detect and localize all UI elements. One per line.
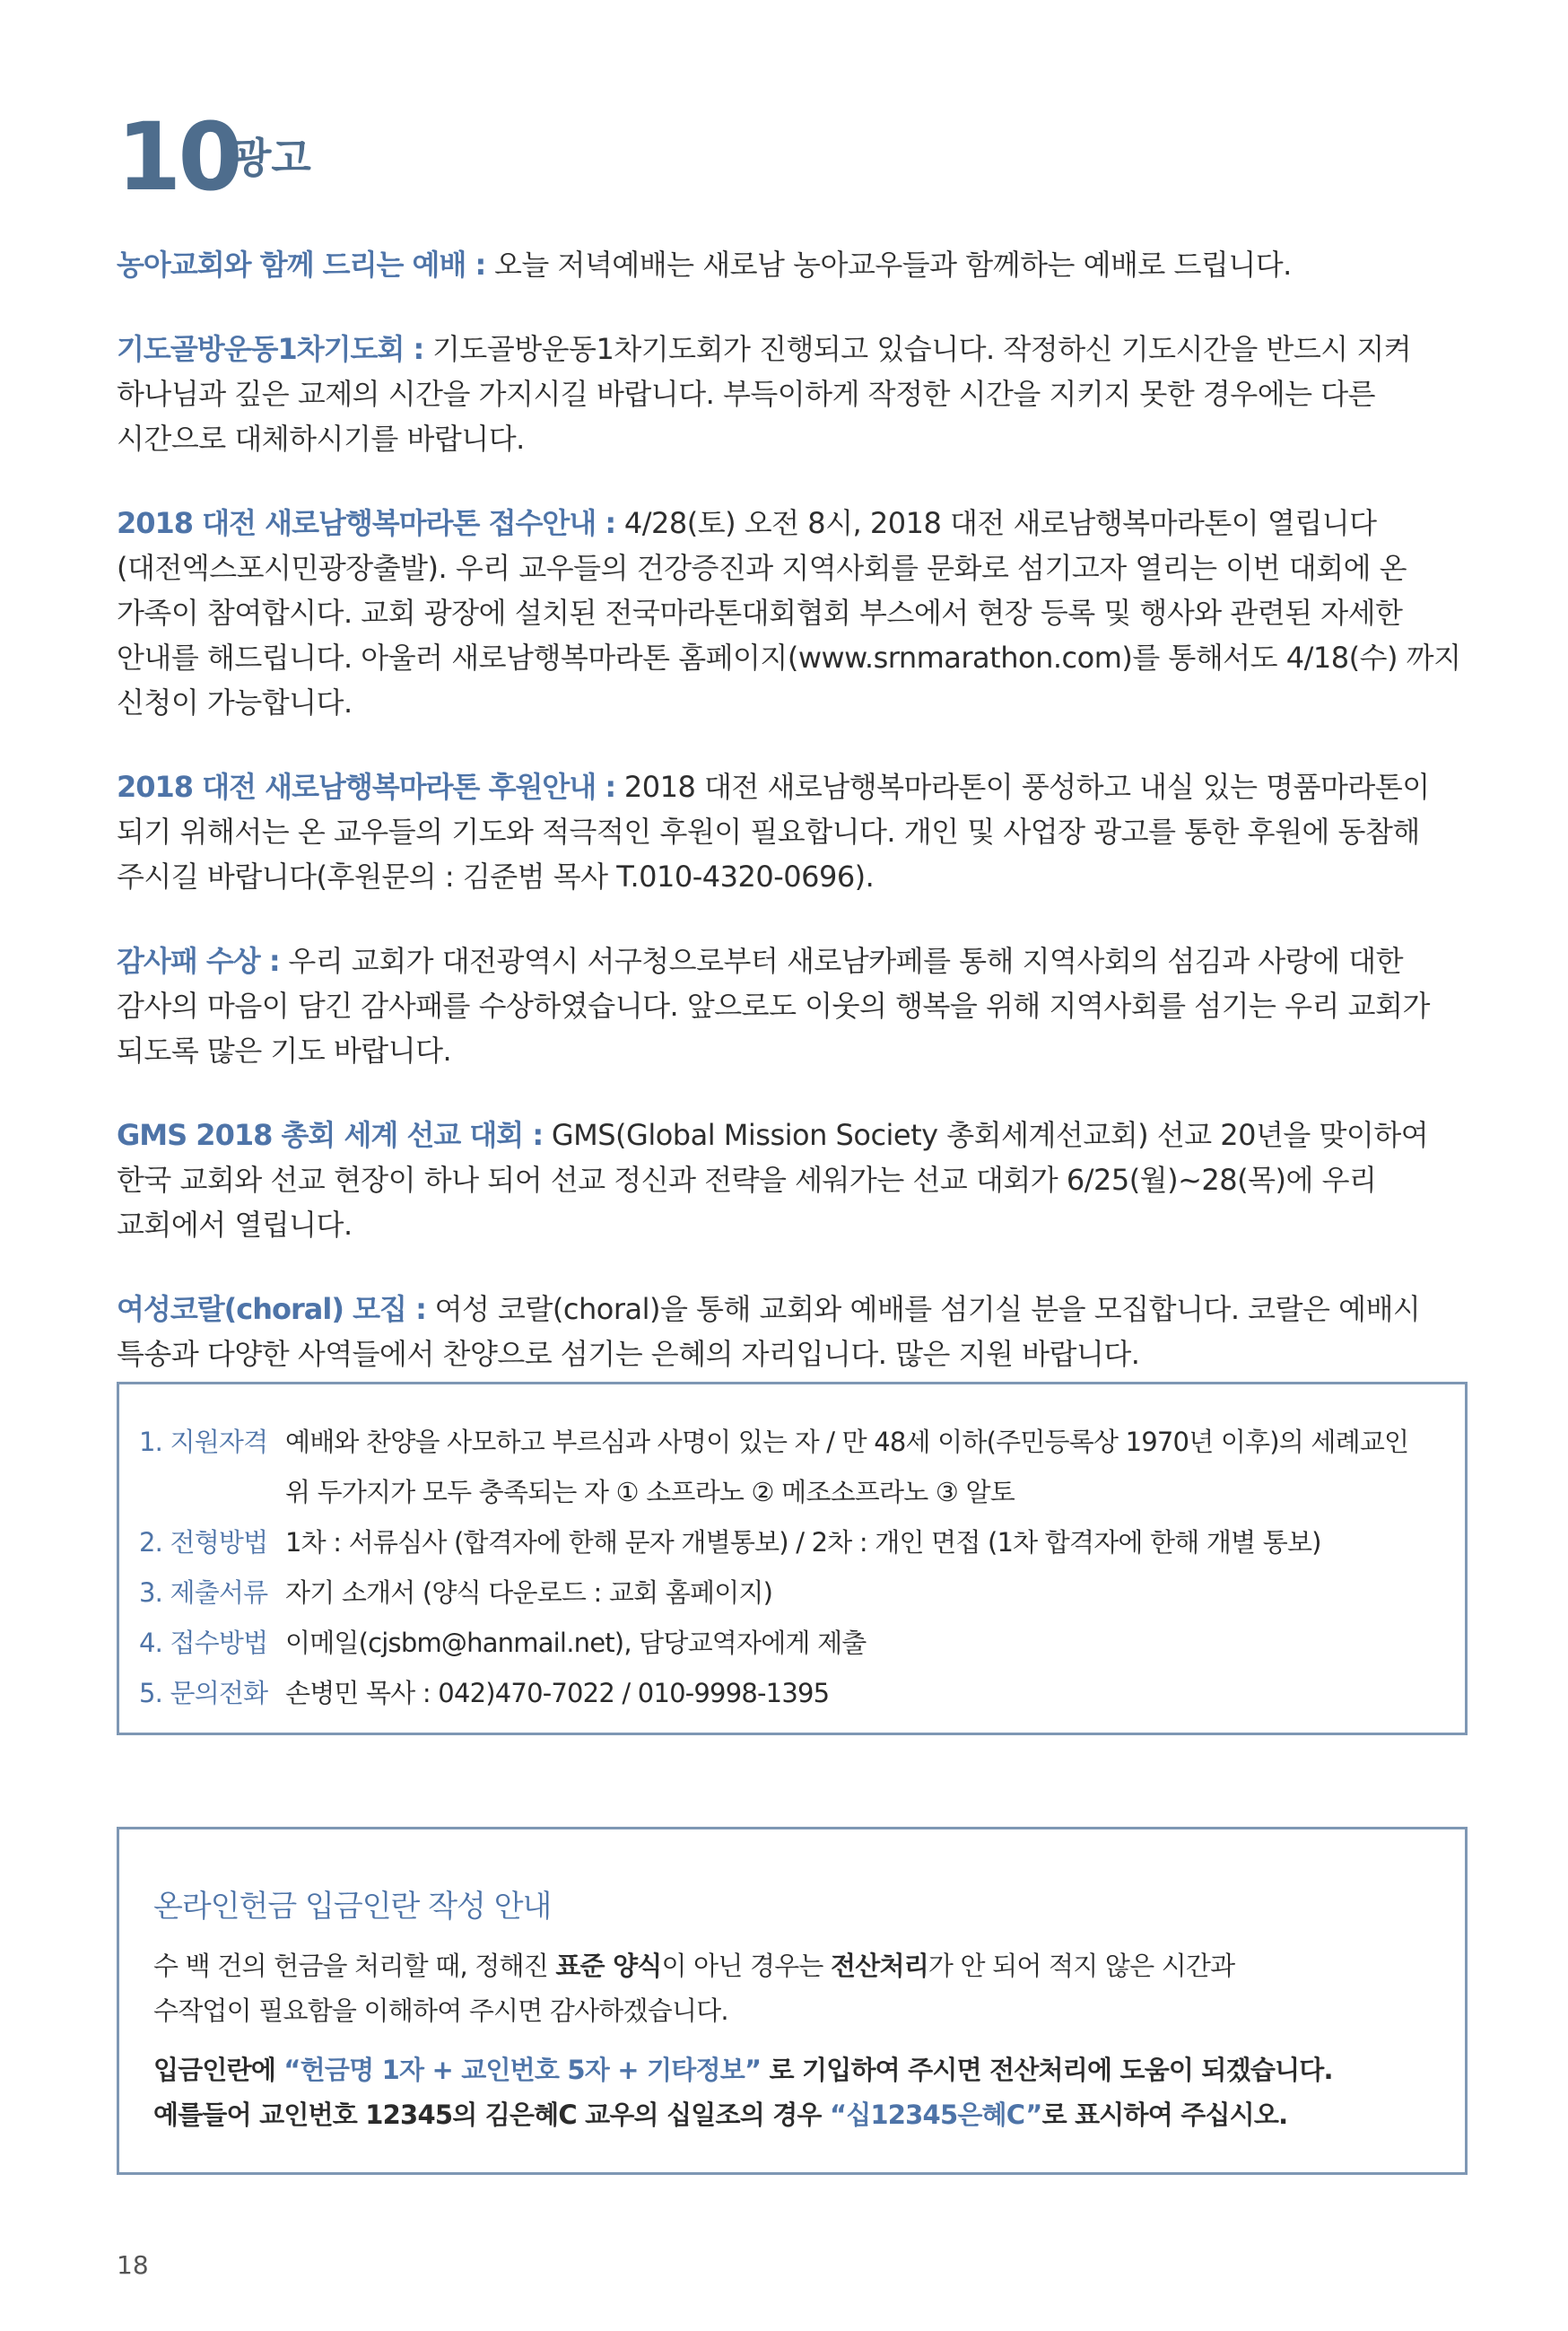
notice-item — [117, 1287, 1462, 1376]
notice-item — [117, 242, 1462, 287]
example-highlight: “십12345은혜C” — [829, 2100, 1042, 2130]
notice-item — [117, 764, 1462, 899]
emphasis-computer-processing: 전산처리 — [831, 1951, 928, 1981]
notice-title: 감사패 수상 : — [117, 944, 280, 978]
notice-title: 2018 대전 새로남행복마라톤 후원안내 : — [117, 770, 616, 804]
notice-body: 2018 대전 새로남행복마라톤이 풍성하고 내실 있는 명품마라톤이 되기 위해서는 온 교우들의 기도와 적극적인 후원이 필요합니다. 개인 및 사업장 광고를 통한 후원에 동참해 주시길 바랍니다(후원문의 : 김준범 목사 T.010-4320-0696). — [117, 770, 1430, 894]
requirement-value: 손병민 목사 : 042)470-7022 / 010-9998-1395 — [285, 1678, 830, 1708]
requirement-label: 2. 전형방법 — [139, 1527, 268, 1558]
section-title: 광고 — [231, 134, 311, 182]
text-segment: 입금인란에 — [153, 2055, 284, 2085]
requirement-value: 이메일(cjsbm@hanmail.net), 담당교역자에게 제출 — [285, 1628, 867, 1658]
choral-requirements-box — [117, 1382, 1468, 1735]
text-segment: 수 백 건의 헌금을 처리할 때, 정해진 — [153, 1951, 556, 1981]
text-segment: 로 기입하여 주시면 전산처리에 도움이 되겠습니다. — [761, 2055, 1333, 2085]
notice-item — [117, 501, 1462, 725]
notice-title: 농아교회와 함께 드리는 예배 : — [117, 248, 486, 282]
text-segment: 로 표시하여 주십시오. — [1041, 2100, 1288, 2130]
online-giving-line-2: 수작업이 필요함을 이해하여 주시면 감사하겠습니다. — [153, 1995, 728, 2026]
notice-body: GMS(Global Mission Society 총회세계선교회) 선교 20년을 맞이하여 한국 교회와 선교 현장이 하나 되어 선교 정신과 전략을 세워가는 선교 대회가 6/25(월)~28(목)에 우리 교회에서 열립니다. — [117, 1118, 1429, 1242]
notice-body: 우리 교회가 대전광역시 서구청으로부터 새로남카페를 통해 지역사회의 섬김과 사랑에 대한 감사의 마음이 담긴 감사패를 수상하였습니다. 앞으로도 이웃의 행복을 위해 지역사회를 섬기는 우리 교회가 되도록 많은 기도 바랍니다. — [117, 944, 1430, 1068]
online-giving-title: 온라인헌금 입금인란 작성 안내 — [153, 1889, 552, 1925]
online-giving-line-1 — [153, 1946, 1234, 1983]
notice-list — [117, 242, 1462, 1416]
online-giving-line-3 — [153, 2050, 1333, 2087]
requirement-label: 3. 제출서류 — [139, 1577, 268, 1608]
requirement-value: 예배와 찬양을 사모하고 부르심과 사명이 있는 자 / 만 48세 이하(주민등록상 1970년 이후)의 세례교인 — [285, 1427, 1409, 1457]
requirement-label: 4. 접수방법 — [139, 1628, 268, 1658]
notice-body: 오늘 저녁예배는 새로남 농아교우들과 함께하는 예배로 드립니다. — [485, 248, 1292, 282]
requirement-value: 자기 소개서 (양식 다운로드 : 교회 홈페이지) — [285, 1577, 773, 1608]
notice-item — [117, 327, 1462, 461]
notice-item — [117, 939, 1462, 1073]
notice-title: 여성코랄(choral) 모집 : — [117, 1292, 426, 1326]
requirement-label: 1. 지원자격 — [139, 1427, 268, 1457]
notice-body: 4/28(토) 오전 8시, 2018 대전 새로남행복마라톤이 열립니다(대전엑스포시민광장출발). 우리 교우들의 건강증진과 지역사회를 문화로 섬기고자 열리는 이번 대회에 온 가족이 참여합시다. 교회 광장에 설치된 전국마라톤대회협회 부스에서 현장 등록 및 행사와 관련된 자세한 안내를 해드립니다. 아울러 새로남행복마라톤 홈페이지(www.srnmarathon.com)를 통해서도 4/18(수) 까지 신청이 가능합니다. — [117, 506, 1461, 720]
page-number: 18 — [117, 2250, 149, 2280]
notice-title: 기도골방운동1차기도회 : — [117, 332, 424, 366]
format-highlight: “헌금명 1자 + 교인번호 5자 + 기타정보” — [283, 2055, 762, 2085]
text-segment: 예를들어 교인번호 12345의 김은혜C 교우의 십일조의 경우 — [153, 2100, 830, 2130]
notice-body: 기도골방운동1차기도회가 진행되고 있습니다. 작정하신 기도시간을 반드시 지켜 하나님과 깊은 교제의 시간을 가지시길 바랍니다. 부득이하게 작정한 시간을 지키지 못한 경우에는 다른 시간으로 대체하시기를 바랍니다. — [117, 332, 1412, 456]
online-giving-box — [117, 1827, 1468, 2175]
notice-body: 여성 코랄(choral)을 통해 교회와 예배를 섬기실 분을 모집합니다. 코랄은 예배시 특송과 다양한 사역들에서 찬양으로 섬기는 은혜의 자리입니다. 많은 지원 바랍니다. — [117, 1292, 1421, 1371]
section-number: 10 — [117, 102, 240, 212]
notice-title: 2018 대전 새로남행복마라톤 접수안내 : — [117, 506, 616, 540]
text-segment: 가 안 되어 적지 않은 시간과 — [928, 1951, 1235, 1981]
emphasis-standard-form: 표준 양식 — [555, 1951, 662, 1981]
requirement-value: 1차 : 서류심사 (합격자에 한해 문자 개별통보) / 2차 : 개인 면접 (1차 합격자에 한해 개별 통보) — [285, 1527, 1321, 1558]
text-segment: 이 아닌 경우는 — [661, 1951, 832, 1981]
notice-item — [117, 1113, 1462, 1247]
requirement-continuation: 위 두가지가 모두 충족되는 자 ① 소프라노 ② 메조소프라노 ③ 알토 — [285, 1477, 1015, 1507]
notice-title: GMS 2018 총회 세계 선교 대회 : — [117, 1118, 544, 1152]
requirement-label: 5. 문의전화 — [139, 1678, 268, 1708]
online-giving-line-4 — [153, 2095, 1287, 2132]
